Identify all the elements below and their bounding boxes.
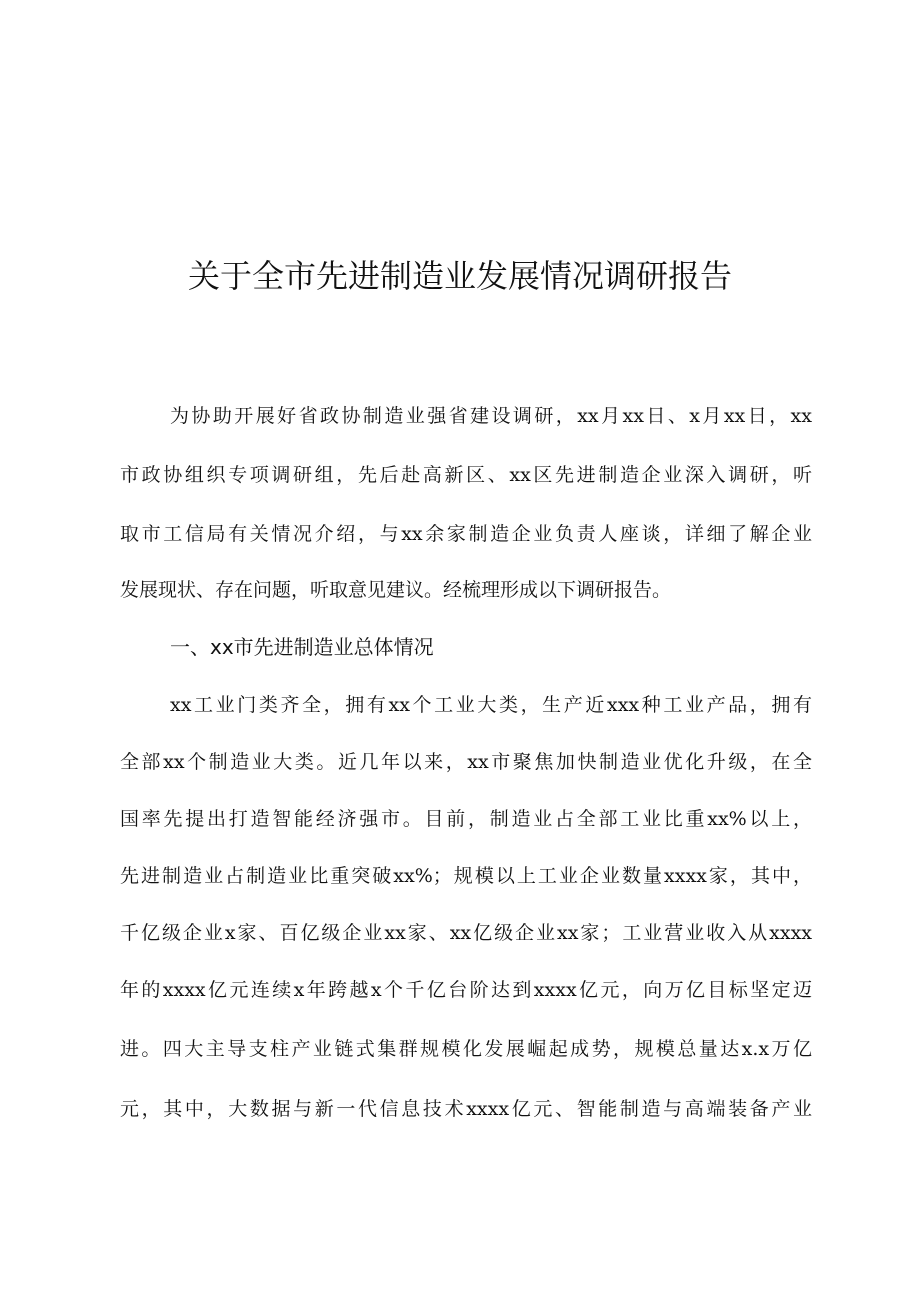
paragraph-line: 年的xxxx亿元连续x年跨越x个千亿台阶达到xxxx亿元，向万亿目标坚定迈 xyxy=(120,979,812,1001)
paragraph-line: 取市工信局有关情况介绍，与xx余家制造企业负责人座谈，详细了解企业 xyxy=(120,523,812,545)
paragraph-line: 为协助开展好省政协制造业强省建设调研，xx月xx日、x月xx日，xx xyxy=(170,405,812,427)
paragraph-line: 先进制造业占制造业比重突破xx%；规模以上工业企业数量xxxx家，其中， xyxy=(120,865,812,887)
paragraph-line: 千亿级企业x家、百亿级企业xx家、xx亿级企业xx家；工业营业收入从xxxx xyxy=(120,922,812,944)
document-title: 关于全市先进制造业发展情况调研报告 xyxy=(187,257,732,295)
paragraph-line: 进。四大主导支柱产业链式集群规模化发展崛起成势，规模总量达x.x万亿 xyxy=(120,1038,812,1060)
paragraph-line: 市政协组织专项调研组，先后赴高新区、xx区先进制造企业深入调研，听 xyxy=(120,464,812,486)
paragraph-line: 国率先提出打造智能经济强市。目前，制造业占全部工业比重xx%以上， xyxy=(120,808,812,830)
paragraph-line: xx工业门类齐全，拥有xx个工业大类，生产近xxx种工业产品，拥有 xyxy=(170,694,812,716)
paragraph-line: 元，其中，大数据与新一代信息技术xxxx亿元、智能制造与高端装备产业 xyxy=(120,1098,812,1120)
section-heading: 一、xx市先进制造业总体情况 xyxy=(170,635,434,659)
paragraph-line: 全部xx个制造业大类。近几年以来，xx市聚焦加快制造业优化升级，在全 xyxy=(120,751,812,773)
paragraph-line: 发展现状、存在问题，听取意见建议。经梳理形成以下调研报告。 xyxy=(120,579,672,601)
